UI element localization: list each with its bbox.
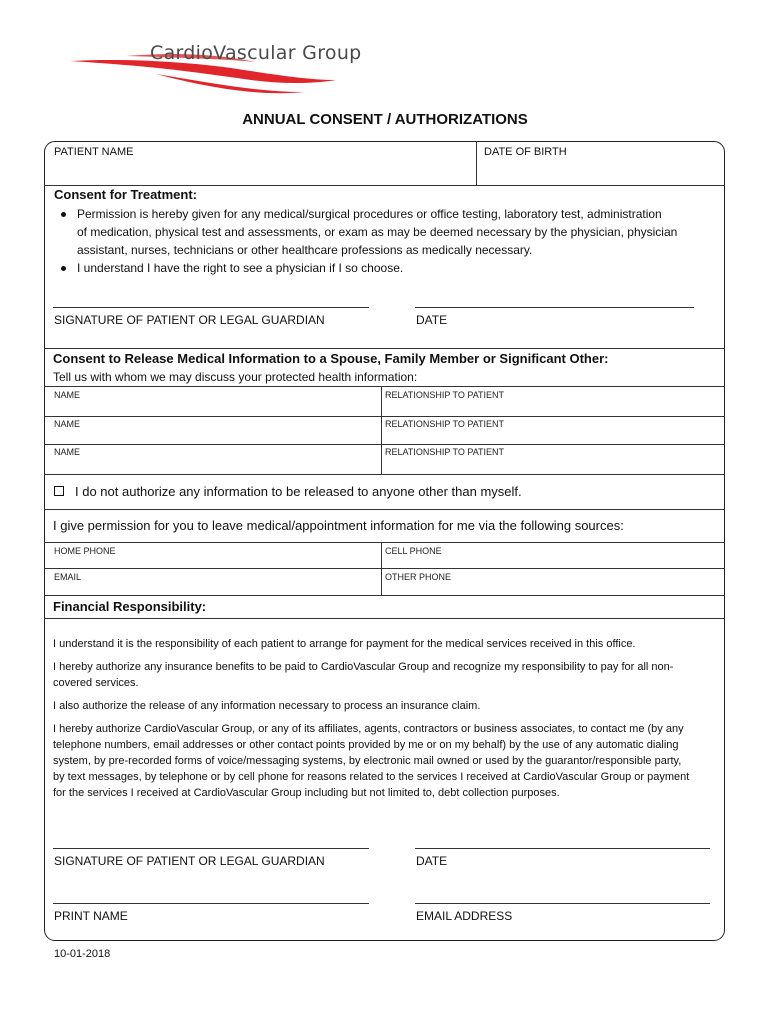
financial-p3: I also authorize the release of any information necessary to process an insurance claim. — [53, 700, 481, 712]
signature-label: SIGNATURE OF PATIENT OR LEGAL GUARDIAN — [54, 313, 325, 327]
divider — [44, 185, 725, 186]
divider — [44, 542, 725, 543]
financial-heading: Financial Responsibility: — [53, 599, 207, 614]
date-line[interactable] — [415, 307, 694, 308]
divider — [44, 618, 725, 619]
consent-bullet-1-line-2: of medication, physical test and assessments, or exam as may be deemed necessary by the physician, physician — [77, 225, 678, 239]
print-name-label: PRINT NAME — [54, 909, 128, 923]
contact-relationship-1-label[interactable]: RELATIONSHIP TO PATIENT — [385, 390, 505, 400]
no-authorize-label: I do not authorize any information to be released to anyone other than myself. — [75, 484, 522, 499]
divider — [44, 474, 725, 475]
financial-signature-line[interactable] — [53, 848, 369, 849]
financial-date-label: DATE — [416, 854, 448, 868]
cell-phone-label[interactable]: CELL PHONE — [385, 546, 442, 556]
form-title: ANNUAL CONSENT / AUTHORIZATIONS — [242, 111, 528, 128]
release-info-subheading: Tell us with whom we may discuss your protected health information: — [53, 370, 418, 384]
footer-date: 10-01-2018 — [54, 948, 111, 960]
financial-p4-line-1: I hereby authorize CardioVascular Group, or any of its affiliates, agents, contractors or business associates, to contact me (by any — [53, 723, 684, 735]
contact-relationship-3-label[interactable]: RELATIONSHIP TO PATIENT — [385, 447, 505, 457]
logo-text: CardioVascular Group — [150, 42, 362, 64]
patient-name-label: PATIENT NAME — [54, 146, 134, 158]
contact-name-3-label[interactable]: NAME — [54, 447, 81, 457]
divider — [44, 444, 725, 445]
print-name-line[interactable] — [53, 903, 369, 904]
divider — [44, 416, 725, 417]
divider — [381, 542, 382, 595]
financial-p4-line-5: for the services I received at CardioVascular Group including but not limited to, debt collection purposes. — [53, 787, 560, 799]
consent-treatment-heading: Consent for Treatment: — [54, 187, 198, 202]
permission-text: I give permission for you to leave medical/appointment information for me via the following sources: — [53, 518, 624, 533]
financial-p4-line-3: system, by pre-recorded forms of voice/messaging systems, by electronic mail owned or used by the guarantor/responsible party, — [53, 755, 682, 767]
other-phone-label[interactable]: OTHER PHONE — [385, 572, 452, 582]
date-label: DATE — [416, 313, 448, 327]
no-authorize-checkbox[interactable] — [54, 486, 64, 496]
contact-relationship-2-label[interactable]: RELATIONSHIP TO PATIENT — [385, 419, 505, 429]
contact-name-2-label[interactable]: NAME — [54, 419, 81, 429]
bullet-icon — [61, 212, 66, 217]
consent-bullet-1-line-1: Permission is hereby given for any medical/surgical procedures or office testing, laboratory test, administration — [77, 207, 662, 221]
divider — [44, 386, 725, 387]
divider — [44, 509, 725, 510]
company-logo — [66, 34, 386, 104]
financial-date-line[interactable] — [415, 848, 710, 849]
consent-bullet-2: I understand I have the right to see a physician if I so choose. — [77, 261, 404, 275]
divider — [381, 386, 382, 474]
financial-p4-line-4: by text messages, by telephone or by cell phone for reasons related to the services I received at CardioVascular Group or payment — [53, 771, 690, 783]
consent-bullet-1-line-3: assistant, nurses, technicians or other healthcare professions as medically necessary. — [77, 243, 533, 257]
contact-name-1-label[interactable]: NAME — [54, 390, 81, 400]
bullet-icon — [61, 266, 66, 271]
financial-p4-line-2: telephone numbers, email addresses or other contact points provided by me or on my behalf) by the use of any automatic dialing — [53, 739, 679, 751]
divider — [44, 595, 725, 596]
signature-line[interactable] — [53, 307, 369, 308]
release-info-heading: Consent to Release Medical Information to a Spouse, Family Member or Significant Other: — [53, 351, 609, 366]
financial-signature-label: SIGNATURE OF PATIENT OR LEGAL GUARDIAN — [54, 854, 325, 868]
email-address-label: EMAIL ADDRESS — [416, 909, 513, 923]
divider — [44, 568, 725, 569]
financial-p1: I understand it is the responsibility of each patient to arrange for payment for the medical services received in this office. — [53, 638, 636, 650]
email-address-line[interactable] — [415, 903, 710, 904]
financial-p2-line-2: covered services. — [53, 677, 139, 689]
email-label[interactable]: EMAIL — [54, 572, 82, 582]
divider — [476, 141, 477, 185]
home-phone-label[interactable]: HOME PHONE — [54, 546, 116, 556]
divider — [44, 348, 725, 349]
financial-p2-line-1: I hereby authorize any insurance benefits to be paid to CardioVascular Group and recognize my responsibility to pay for all non- — [53, 661, 674, 673]
dob-label: DATE OF BIRTH — [484, 146, 567, 158]
